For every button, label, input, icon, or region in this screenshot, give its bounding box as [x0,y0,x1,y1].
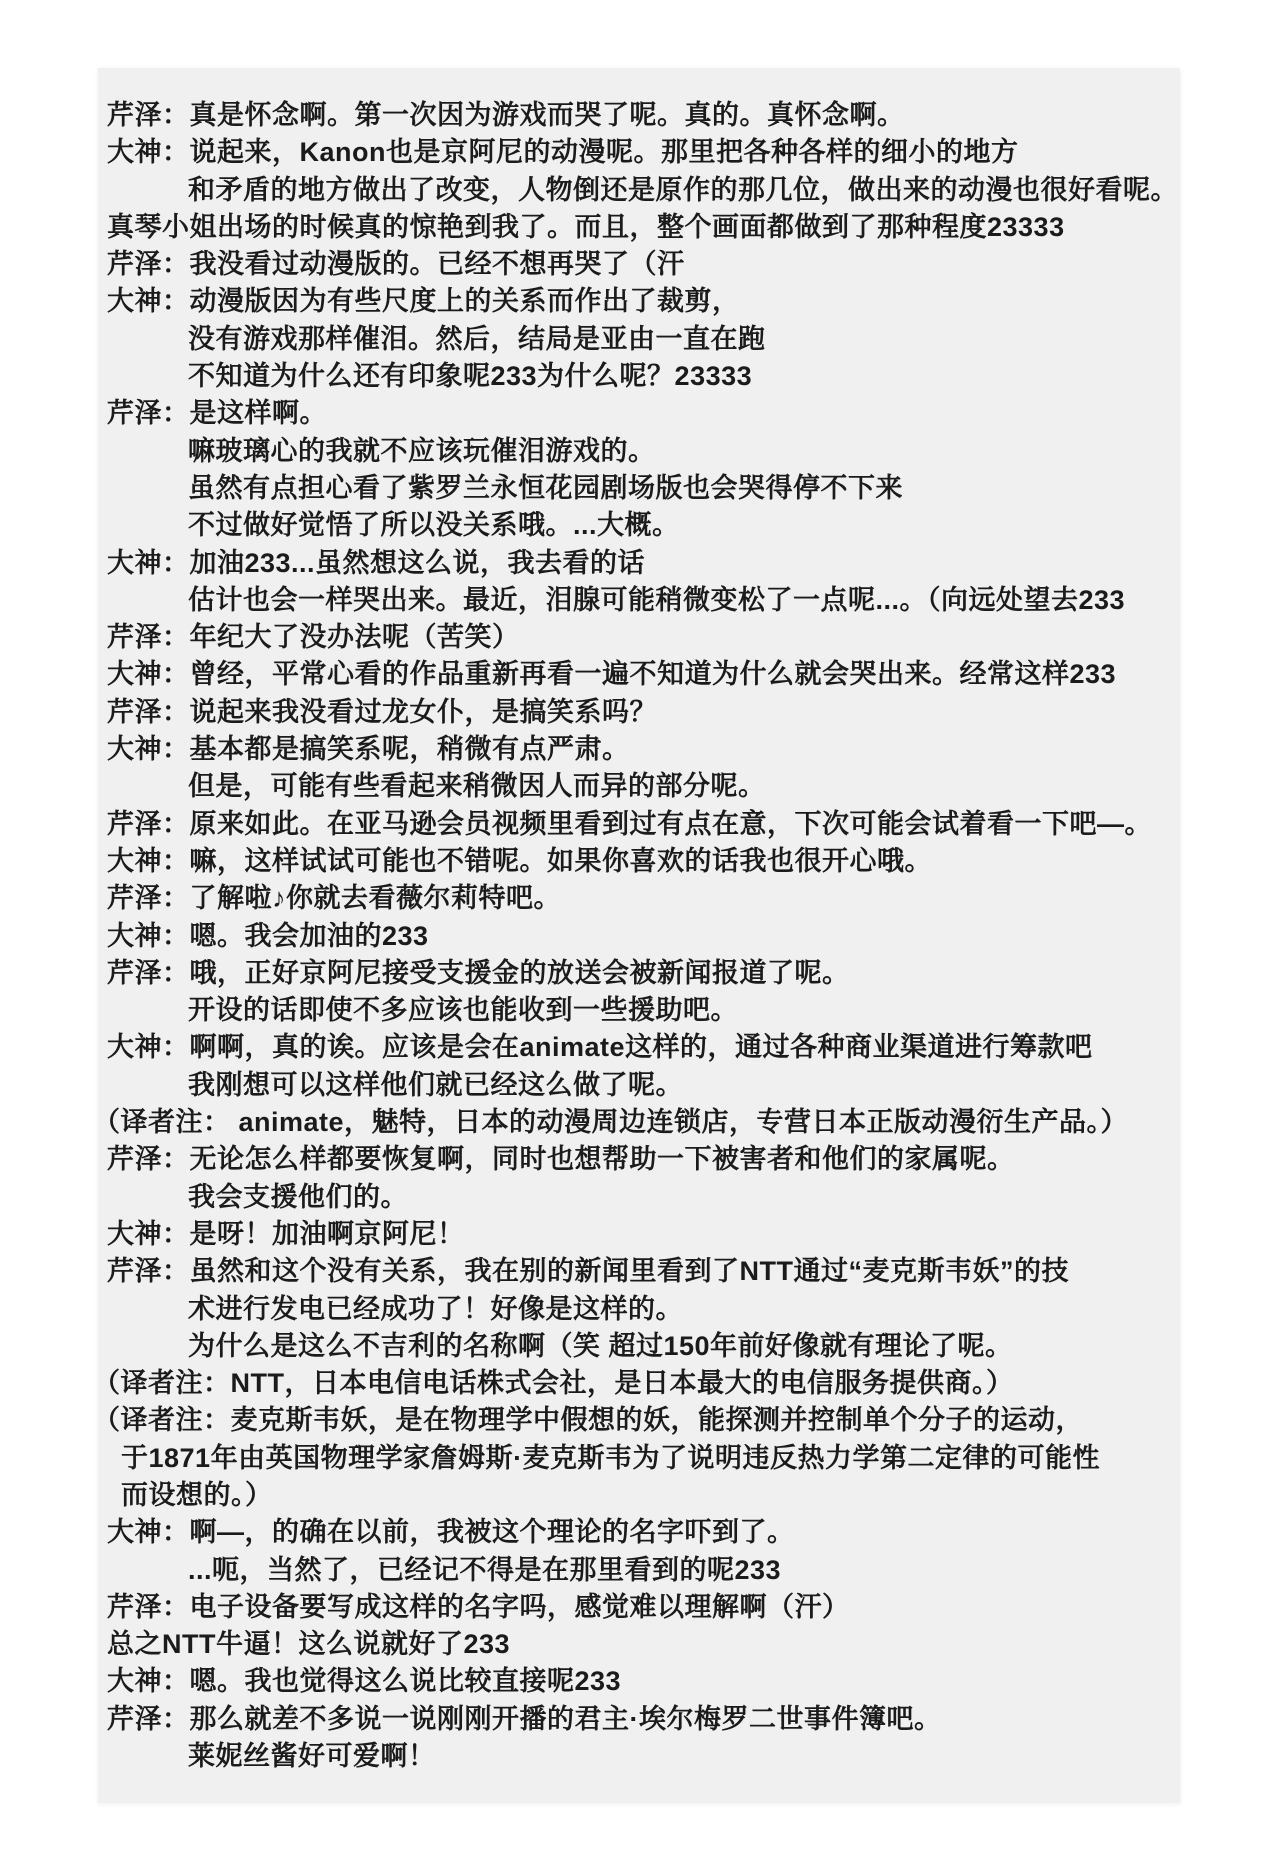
speaker-name: 芹泽： [107,696,190,727]
line-text: ...呃，当然了，已经记不得是在那里看到的呢233 [188,1554,782,1585]
speaker-name: 大神： [107,1517,190,1548]
transcript-line [107,582,1172,619]
transcript-line [107,209,1172,246]
transcript-line [107,97,1172,134]
transcript-line [107,656,1172,693]
line-text: 原来如此。在亚马逊会员视频里看到过有点在意，下次可能会试着看一下吧—。 [189,808,1152,839]
transcript-line [107,1477,1172,1514]
line-text: 是呀！加油啊京阿尼！ [189,1218,465,1249]
transcript-line [107,433,1172,470]
speaker-name: 芹泽： [107,808,190,839]
transcript-line [107,1663,1172,1700]
line-text: 术进行发电已经成功了！好像是这样的。 [188,1293,683,1324]
transcript-line [107,843,1172,880]
speaker-name: 芹泽： [107,1703,190,1734]
speaker-name: 芹泽： [107,398,190,429]
transcript-line [107,395,1172,432]
speaker-name: 芹泽： [107,622,190,653]
speaker-name: 芹泽： [107,1591,190,1622]
line-text: 曾经，平常心看的作品重新再看一遍不知道为什么就会哭出来。经常这样233 [189,659,1117,690]
transcript-line [107,1216,1172,1253]
transcript-line [107,1701,1172,1738]
line-text: 没有游戏那样催泪。然后，结局是亚由一直在跑 [188,323,766,354]
line-text: 不过做好觉悟了所以没关系哦。...大概。 [188,510,680,541]
line-text: 莱妮丝酱好可爱啊！ [188,1741,436,1772]
speaker-name: 大神： [107,734,190,765]
line-text: 真是怀念啊。第一次因为游戏而哭了呢。真的。真怀念啊。 [189,100,905,130]
speaker-name: 芹泽： [107,1144,190,1175]
transcript-line [107,918,1172,955]
speaker-name: 大神： [107,920,190,951]
transcript-line [107,1291,1172,1328]
line-text: 加油233...虽然想这么说，我去看的话 [189,547,646,578]
line-text: 开设的话即使不多应该也能收到一些援助吧。 [188,995,738,1026]
line-text: 那么就差不多说一说刚刚开播的君主·埃尔梅罗二世事件簿吧。 [189,1703,942,1734]
transcript-line [107,955,1172,992]
line-text: 嗯。我会加油的233 [189,920,429,951]
speaker-name: 芹泽： [107,1256,190,1287]
line-text: 我没看过动漫版的。已经不想再哭了（汗 [189,249,685,280]
line-text: 说起来，Kanon也是京阿尼的动漫呢。那里把各种各样的细小的地方 [189,137,1019,168]
transcript-line [107,1440,1172,1477]
line-text: 而设想的。） [121,1479,273,1510]
line-text: 啊—，的确在以前，我被这个理论的名字吓到了。 [189,1517,795,1548]
transcript-line [107,992,1172,1029]
transcript-line [107,470,1172,507]
transcript-line [107,172,1178,209]
transcript-line [107,358,1172,395]
line-text: 哦，正好京阿尼接受支援金的放送会被新闻报道了呢。 [189,957,850,988]
speaker-name: 大神： [107,1218,190,1249]
line-text: 不知道为什么还有印象呢233为什么呢？23333 [188,361,753,392]
speaker-name: 大神： [107,659,190,690]
transcript-line [107,1589,1172,1626]
line-text: 是这样啊。 [189,398,327,429]
line-text: 为什么是这么不吉利的名称啊（笑 超过150年前好像就有理论了呢。 [188,1330,1013,1361]
line-text: 虽然和这个没有关系，我在别的新闻里看到了NTT通过“麦克斯韦妖”的技 [189,1256,1069,1287]
transcript-line [107,806,1172,843]
transcript [93,68,1180,1775]
line-text: 我会支援他们的。 [188,1181,408,1212]
transcript-line [107,134,1172,171]
transcript-line [107,1029,1172,1066]
transcript-line [107,321,1172,358]
transcript-line [107,1552,1172,1589]
speaker-name: 芹泽： [107,100,190,130]
line-text: 嗯。我也觉得这么说比较直接呢233 [189,1666,622,1697]
line-text: 基本都是搞笑系呢，稍微有点严肃。 [189,734,630,765]
line-text: 无论怎么样都要恢复啊，同时也想帮助一下被害者和他们的家属呢。 [189,1144,1015,1175]
line-text: 了解啦♪你就去看薇尔莉特吧。 [189,883,561,914]
line-text: （译者注：麦克斯韦妖，是在物理学中假想的妖，能探测并控制单个分子的运动， [93,1405,1083,1436]
transcript-line [107,1738,1172,1775]
transcript-line [107,694,1172,731]
transcript-line [93,1104,1172,1141]
line-text: 真琴小姐出场的时候真的惊艳到我了。而且，整个画面都做到了那种程度23333 [107,211,1065,242]
line-text: 嘛玻璃心的我就不应该玩催泪游戏的。 [188,435,656,466]
transcript-line [107,1328,1172,1365]
speaker-name: 芹泽： [107,957,190,988]
transcript-line [107,1141,1172,1178]
transcript-line [107,507,1172,544]
line-text: 电子设备要写成这样的名字吗，感觉难以理解啊（汗） [189,1591,850,1622]
line-text: 嘛，这样试试可能也不错呢。如果你喜欢的话我也很开心哦。 [189,845,932,876]
speaker-name: 大神： [107,547,190,578]
transcript-line [107,545,1172,582]
speaker-name: 大神： [107,137,190,168]
line-text: 我刚想可以这样他们就已经这么做了呢。 [188,1069,683,1100]
transcript-line [93,1402,1172,1439]
transcript-line [107,1626,1172,1663]
line-text: 和矛盾的地方做出了改变，人物倒还是原作的那几位，做出来的动漫也很好看呢。 [188,174,1178,205]
transcript-line [107,768,1172,805]
transcript-line [107,619,1172,656]
transcript-line [107,731,1172,768]
transcript-line [107,1253,1172,1290]
transcript-line [107,880,1172,917]
transcript-line [107,1179,1172,1216]
line-text: 总之NTT牛逼！这么说就好了233 [107,1629,511,1660]
transcript-line [93,1365,1172,1402]
transcript-line [107,283,1172,320]
line-text: 动漫版因为有些尺度上的关系而作出了裁剪， [189,286,740,317]
speaker-name: 大神： [107,845,190,876]
speaker-name: 大神： [107,1666,190,1697]
transcript-panel [93,68,1180,1803]
line-text: 啊啊，真的诶。应该是会在animate这样的，通过各种商业渠道进行筹款吧 [189,1032,1093,1063]
transcript-line [107,1067,1172,1104]
line-text: 于1871年由英国物理学家詹姆斯·麦克斯韦为了说明违反热力学第二定律的可能性 [121,1442,1101,1473]
line-text: 年纪大了没办法呢（苦笑） [189,622,520,653]
speaker-name: 芹泽： [107,249,190,280]
speaker-name: 芹泽： [107,883,190,914]
line-text: 但是，可能有些看起来稍微因人而异的部分呢。 [188,771,766,802]
line-text: 估计也会一样哭出来。最近，泪腺可能稍微变松了一点呢...。（向远处望去233 [188,584,1126,615]
line-text: 虽然有点担心看了紫罗兰永恒花园剧场版也会哭得停不下来 [188,472,903,503]
transcript-line [107,1514,1172,1551]
transcript-line [107,246,1172,283]
line-text: 说起来我没看过龙女仆，是搞笑系吗？ [189,696,657,727]
line-text: （译者注： animate，魅特，日本的动漫周边连锁店，专营日本正版动漫衍生产品。） [93,1107,1129,1138]
speaker-name: 大神： [107,286,190,317]
speaker-name: 大神： [107,1032,190,1063]
line-text: （译者注：NTT，日本电信电话株式会社，是日本最大的电信服务提供商。） [93,1368,1014,1399]
